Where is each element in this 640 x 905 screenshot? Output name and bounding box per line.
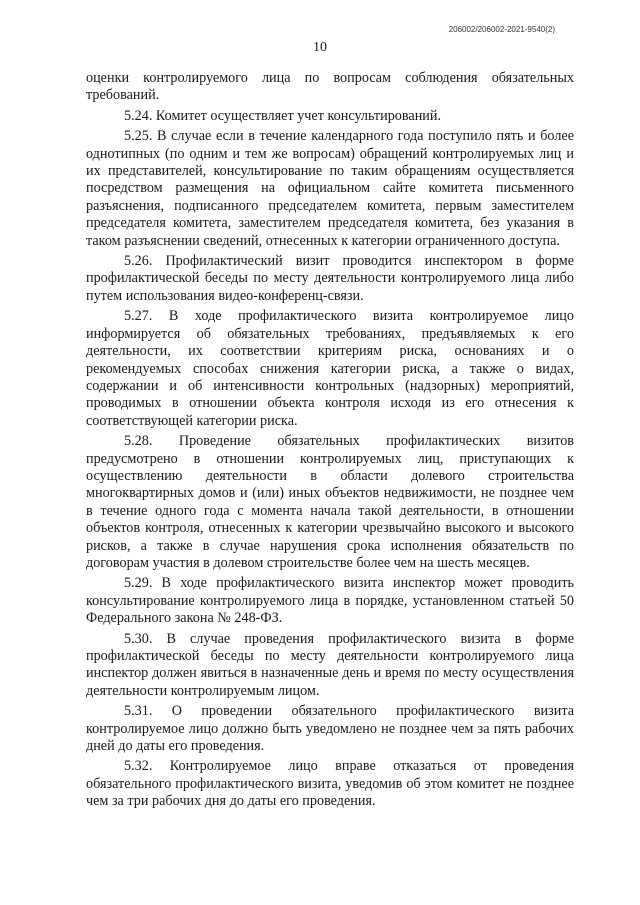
- paragraph-5-24: 5.24. Комитет осуществляет учет консультирований.: [124, 107, 442, 124]
- page-number: 10: [313, 40, 327, 55]
- paragraph-5-28: 5.28. Проведение обязательных профилактических визитов предусмотрено в отношении контролируемых лиц, приступающих к осуществлению деятельности в области долевого строительства многоквартирных домов и (или) иных объектов недвижимости, не позднее чем в течение одного года с момента начала такой деятельности, в отношении объектов контроля, отнесенных к категории чрезвычайно высокого и высокого рисков, а также в случае нарушения срока исполнения обязательств по договорам участия в долевом строительстве более чем на шесть месяцев.: [86, 433, 574, 571]
- paragraph-5-25: 5.25. В случае если в течение календарного года поступило пять и более однотипных (по одним и тем же вопросам) обращений контролируемых лиц и их представителей, консультирование по таким обращениям осуществляется посредством размещения на официальном сайте комитета письменного разъяснения, подписанного председателем комитета, первым заместителем председателя комитета, заместителем председателя комитета, без указания в таком разъяснении сведений, отнесенных к категории ограниченного доступа.: [86, 128, 574, 249]
- paragraph-5-31: 5.31. О проведении обязательного профилактического визита контролируемое лицо должно быть уведомлено не позднее чем за пять рабочих дней до даты его проведения.: [86, 703, 574, 755]
- document-body: [86, 70, 574, 814]
- paragraph-5-29: 5.29. В ходе профилактического визита инспектор может проводить консультирование контролируемого лица в порядке, установленном статьей 50 Федерального закона № 248-ФЗ.: [86, 575, 574, 627]
- paragraph-5-32: 5.32. Контролируемое лицо вправе отказаться от проведения обязательного профилактического визита, уведомив об этом комитет не позднее чем за три рабочих дня до даты его проведения.: [86, 758, 574, 810]
- paragraph-5-30: 5.30. В случае проведения профилактического визита в форме профилактической беседы по месту деятельности контролируемого лица инспектор должен явиться в назначенные день и время по месту осуществления деятельности контролируемым лицом.: [86, 630, 574, 699]
- document-id: 206002/206002-2021-9540(2): [448, 25, 555, 34]
- paragraph-5-27: 5.27. В ходе профилактического визита контролируемое лицо информируется об обязательных требованиях, предъявляемых к его деятельности, их соответствии критериям риска, основаниях и о рекомендуемых способах снижения категории риска, а также о видах, содержании и об интенсивности контрольных (надзорных) мероприятий, проводимых в отношении объекта контроля исходя из его отнесения к соответствующей категории риска.: [86, 308, 574, 429]
- paragraph-5-26: 5.26. Профилактический визит проводится инспектором в форме профилактической беседы по месту деятельности контролируемого лица либо путем использования видео-конференц-связи.: [86, 253, 574, 304]
- paragraph-continuation: оценки контролируемого лица по вопросам соблюдения обязательных требований.: [86, 70, 574, 104]
